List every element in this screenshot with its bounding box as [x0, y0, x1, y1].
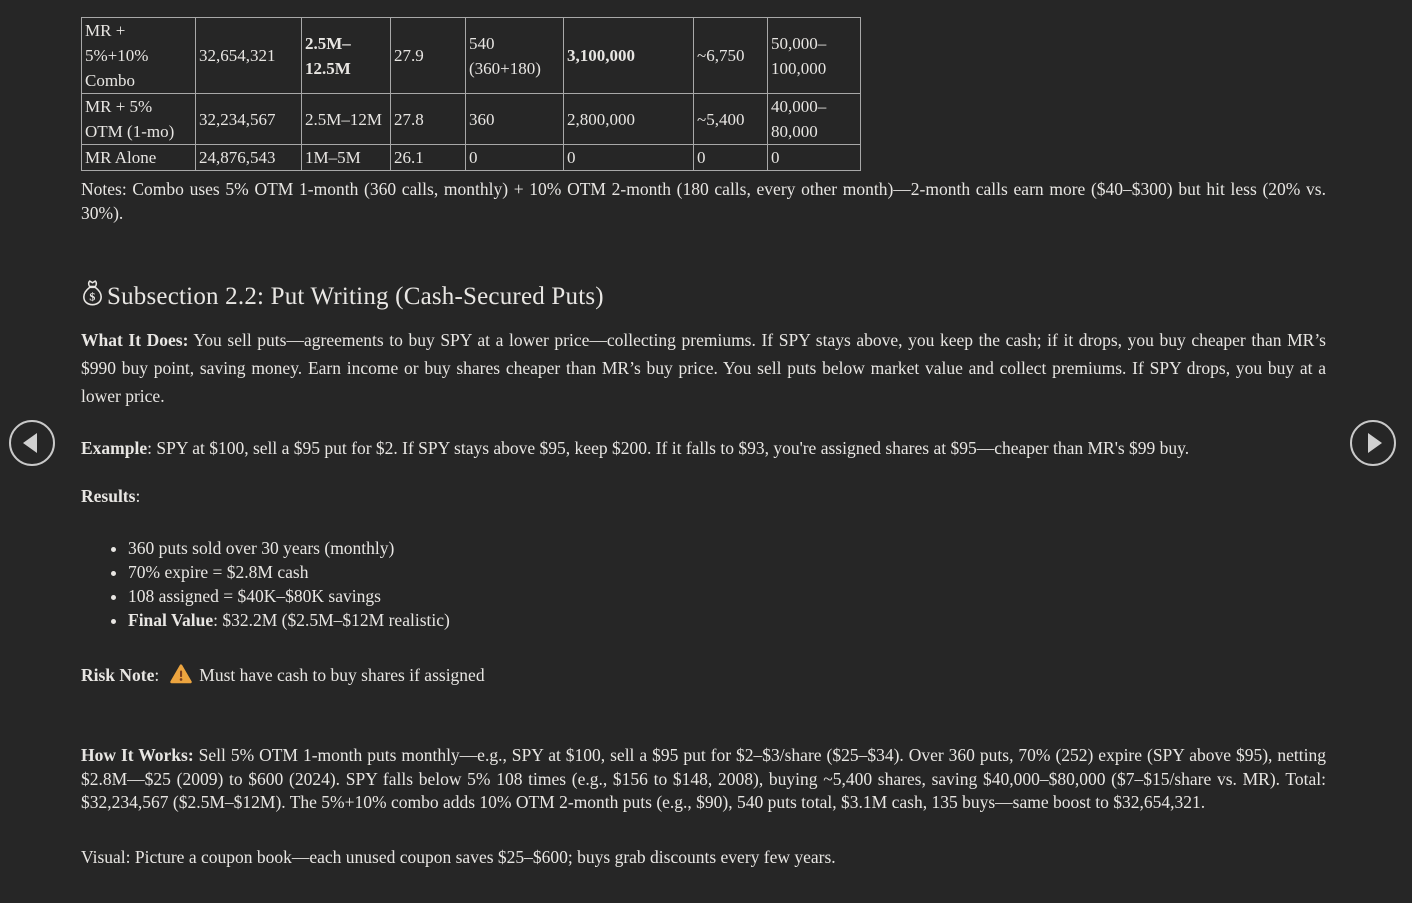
table-cell: 1M–5M: [302, 145, 391, 171]
table-cell: 2.5M–12.5M: [302, 18, 391, 94]
strategy-comparison-table: [81, 17, 861, 171]
list-item: [128, 584, 1326, 608]
table-cell: 3,100,000: [564, 18, 694, 94]
how-it-works-label: How It Works:: [81, 745, 194, 765]
results-colon: :: [135, 486, 141, 506]
table-cell: 50,000–100,000: [768, 18, 861, 94]
list-item-text: 108 assigned = $40K–$80K savings: [128, 586, 381, 606]
table-cell: 2.5M–12M: [302, 94, 391, 145]
table-cell: MR Alone: [82, 145, 196, 171]
table-cell: 27.9: [391, 18, 466, 94]
table-cell: 26.1: [391, 145, 466, 171]
table-notes: Notes: Combo uses 5% OTM 1-month (360 calls, monthly) + 10% OTM 2-month (180 calls, every other month)—2-month calls earn more ($40–$300) but hit less (20% vs. 30%).: [81, 179, 1326, 223]
table-cell: MR + 5%+10% Combo: [82, 18, 196, 94]
table-cell: 32,234,567: [196, 94, 302, 145]
visual-paragraph: Visual: Picture a coupon book—each unused coupon saves $25–$600; buys grab discounts every few years.: [81, 846, 836, 867]
how-it-works-text: Sell 5% OTM 1-month puts monthly—e.g., SPY at $100, sell a $95 put for $2–$3/share ($25–$34). Over 360 puts, 70% (252) expire (SPY above $95), netting $2.8M—$25 (2009) to $600 (2024). SPY falls below 5% 108 times (e.g., $156 to $148, 2008), buying ~5,400 shares, saving $40,000–$80,000 ($7–$15/share vs. MR). Total: $32,234,567 ($2.5M–$12M). The 5%+10% combo adds 10% OTM 2-month puts (e.g., $90), 540 puts total, $3.1M cash, 135 buys—same boost to $32,654,321.: [81, 745, 1326, 812]
list-item-text: 70% expire = $2.8M cash: [128, 562, 309, 582]
what-it-does-text: You sell puts—agreements to buy SPY at a lower price—collecting premiums. If SPY stays above, you keep the cash; if it drops, you buy cheaper than MR’s $990 buy point, saving money. Earn income or buy shares cheaper than MR’s buy price. You sell puts below market value and collect premiums. If SPY drops, you buy at a lower price.: [81, 330, 1326, 406]
table-cell: 32,654,321: [196, 18, 302, 94]
final-value-label: Final Value: [128, 610, 214, 630]
table-cell: MR + 5% OTM (1-mo): [82, 94, 196, 145]
list-item: [128, 536, 1326, 560]
example-label: Example: [81, 438, 148, 458]
table-cell: 0: [694, 145, 768, 171]
table-cell: 0: [768, 145, 861, 171]
table-cell: ~5,400: [694, 94, 768, 145]
results-heading: [81, 482, 1326, 510]
list-item-text: 360 puts sold over 30 years (monthly): [128, 538, 395, 558]
table-cell: 24,876,543: [196, 145, 302, 171]
list-item: [128, 560, 1326, 584]
what-it-does-label: What It Does:: [81, 330, 189, 350]
what-it-does-paragraph: [81, 326, 1326, 410]
table-cell: 2,800,000: [564, 94, 694, 145]
svg-text:$: $: [89, 289, 96, 304]
arrow-left-icon: [23, 433, 37, 453]
previous-page-button[interactable]: [9, 420, 55, 466]
table-cell: 27.8: [391, 94, 466, 145]
warning-icon: [170, 664, 192, 692]
table-cell: ~6,750: [694, 18, 768, 94]
table-cell: 0: [466, 145, 564, 171]
results-list: [81, 536, 1326, 632]
money-bag-icon: [81, 279, 104, 314]
risk-note: [81, 661, 1326, 692]
section-title: Subsection 2.2: Put Writing (Cash-Secured Puts): [107, 282, 604, 310]
table-cell: 0: [564, 145, 694, 171]
list-item-text: : $32.2M ($2.5M–$12M realistic): [213, 610, 450, 630]
table-cell: 540 (360+180): [466, 18, 564, 94]
how-it-works-paragraph: [81, 744, 1326, 815]
example-paragraph: [81, 434, 1326, 462]
risk-note-text: Must have cash to buy shares if assigned: [199, 665, 485, 685]
table-row: [82, 145, 861, 171]
table-cell: 40,000–80,000: [768, 94, 861, 145]
table-row: [82, 94, 861, 145]
risk-note-label: Risk Note: [81, 665, 155, 685]
arrow-right-icon: [1368, 433, 1382, 453]
table-row: [82, 18, 861, 94]
next-page-button[interactable]: [1350, 420, 1396, 466]
example-text: : SPY at $100, sell a $95 put for $2. If SPY stays above $95, keep $200. If it falls to $93, you're assigned shares at $95—cheaper than MR's $99 buy.: [147, 438, 1190, 458]
table-cell: 360: [466, 94, 564, 145]
results-label: Results: [81, 486, 136, 506]
list-item: [128, 608, 1326, 632]
risk-note-colon: :: [154, 665, 160, 685]
section-heading: [81, 279, 1326, 314]
